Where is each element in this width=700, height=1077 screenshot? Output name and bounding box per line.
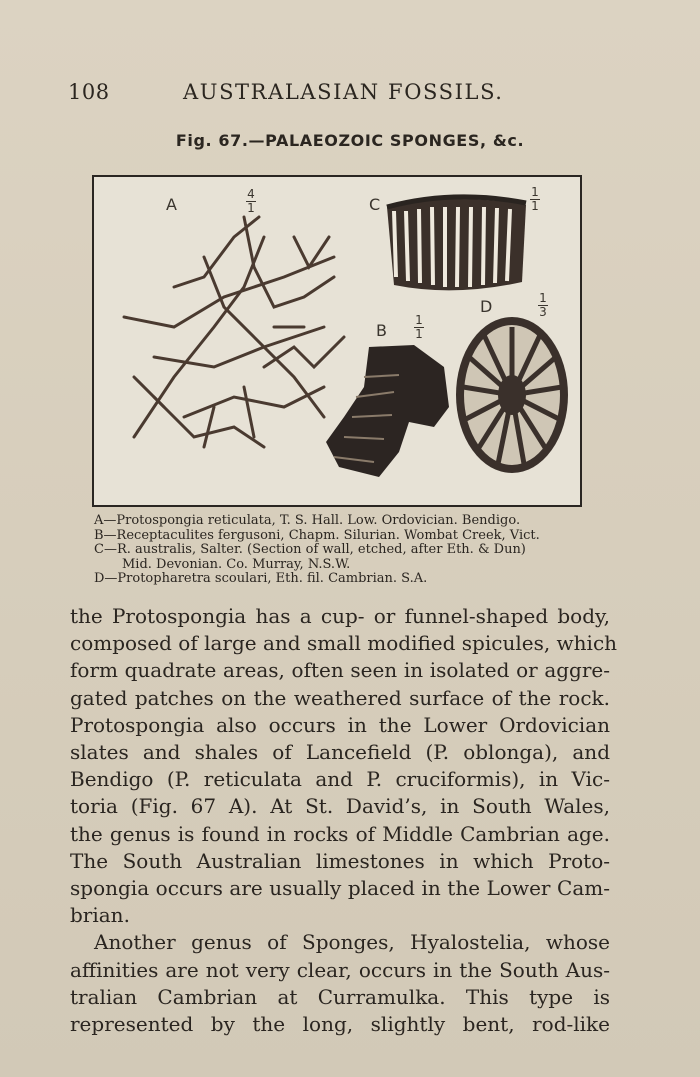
scale-d <box>538 293 548 318</box>
scale-d-denominator: 3 <box>539 305 547 319</box>
body-text <box>70 603 618 1038</box>
running-head <box>68 80 630 106</box>
scale-c-denominator: 1 <box>531 199 539 213</box>
caption-a: A—Protospongia reticulata, T. S. Hall. Low. Ordovician. Bendigo. <box>94 513 521 528</box>
text-line: slates and shales of Lancefield (P. oblonga), and <box>70 740 610 765</box>
text-line: gated patches on the weathered surface of the rock. <box>70 685 610 710</box>
text-line: spongia occurs are usually placed in the Lower Cam- <box>70 876 610 901</box>
label-a: A <box>166 195 177 214</box>
text-line: toria (Fig. 67 A). At St. David’s, in South Wales, <box>70 794 610 819</box>
text-line: the Protospongia has a cup- or funnel-shaped body, <box>70 604 610 628</box>
scale-b-denominator: 1 <box>415 327 423 341</box>
running-title: AUSTRALASIAN FOSSILS. <box>183 80 504 104</box>
label-b: B <box>376 321 387 340</box>
text-line: Another genus of Sponges, Hyalostelia, whose <box>94 930 610 955</box>
scale-a <box>246 189 256 214</box>
text-line: Protospongia also occurs in the Lower Ordovician <box>70 712 610 737</box>
text-line: brian. <box>70 903 130 928</box>
scale-c <box>530 187 540 212</box>
text-line: represented by the long, slightly bent, rod-like <box>70 1012 610 1037</box>
label-c: C <box>369 195 381 214</box>
fossil-illustration <box>94 177 580 505</box>
specimen-b-drawing <box>326 345 449 477</box>
text-line: The South Australian limestones in which Proto- <box>70 848 610 873</box>
text-line: form quadrate areas, often seen in isolated or aggre- <box>70 658 610 683</box>
scale-b <box>414 315 424 340</box>
scale-a-numerator: 4 <box>247 187 255 201</box>
text-line: affinities are not very clear, occurs in the South Aus- <box>70 957 610 982</box>
scale-b-numerator: 1 <box>415 313 423 327</box>
scale-d-numerator: 1 <box>539 291 547 305</box>
label-d: D <box>480 297 493 316</box>
figure-captions <box>94 514 614 587</box>
specimen-c-drawing <box>387 197 526 290</box>
caption-c: C—R. australis, Salter. (Section of wall, etched, after Eth. & Dun) <box>94 542 526 557</box>
text-line: tralian Cambrian at Curramulka. This type is <box>70 984 610 1009</box>
figure-title: Fig. 67.—PALAEOZOIC SPONGES, &c. <box>175 131 525 150</box>
scale-a-denominator: 1 <box>247 201 255 215</box>
scale-c-numerator: 1 <box>531 185 539 199</box>
page-number: 108 <box>68 80 110 104</box>
figure-plate <box>92 175 582 507</box>
text-line: composed of large and small modified spicules, which <box>70 631 618 656</box>
specimen-a-drawing <box>124 217 344 447</box>
text-line: the genus is found in rocks of Middle Cambrian age. <box>70 821 610 846</box>
specimen-d-drawing <box>456 317 568 473</box>
text-line: Bendigo (P. reticulata and P. cruciformis), in Vic- <box>70 767 610 792</box>
caption-b: B—Receptaculites fergusoni, Chapm. Silurian. Wombat Creek, Vict. <box>94 527 540 543</box>
caption-d: D—Protopharetra scoulari, Eth. fil. Cambrian. S.A. <box>94 571 428 586</box>
caption-c-continued: Mid. Devonian. Co. Murray, N.S.W. <box>122 556 351 572</box>
